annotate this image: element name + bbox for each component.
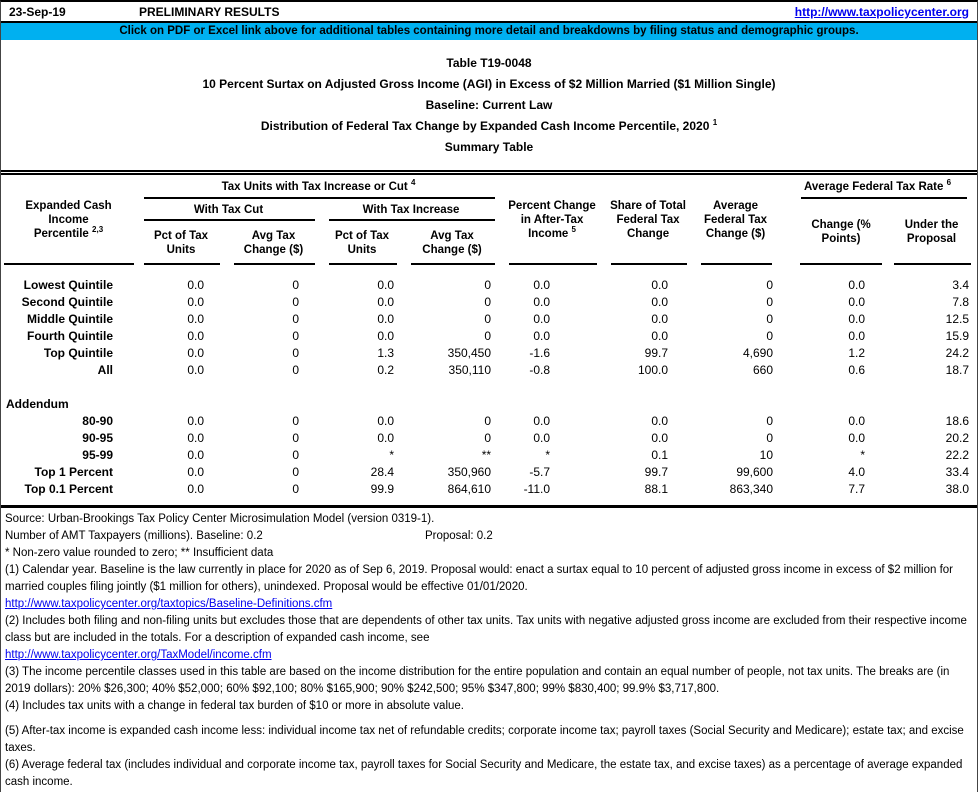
cell: 0	[292, 430, 299, 445]
row-label: 80-90	[82, 413, 113, 428]
cell: 350,450	[447, 345, 492, 360]
table-row	[1, 430, 977, 447]
spacer-row	[1, 498, 977, 507]
table-row	[1, 311, 977, 328]
cell: 0.0	[377, 294, 394, 309]
amt-taxpayers-note: Number of AMT Taxpayers (millions). Baseline: 0.2 Proposal: 0.2	[5, 528, 973, 545]
cell: *	[860, 447, 866, 462]
col-group-with-tax-increase: With Tax Increase	[321, 199, 501, 221]
cell: 0.0	[651, 430, 669, 445]
cell: 28.4	[370, 464, 394, 479]
cell: 0	[292, 481, 299, 496]
cell: 0.0	[187, 277, 204, 292]
cell: 12.5	[945, 311, 970, 326]
col-header-avg-federal-tax-change: Average Federal Tax Change ($)	[693, 173, 778, 265]
row-label: Top 1 Percent	[34, 464, 113, 479]
title-line-3: Baseline: Current Law	[425, 98, 553, 112]
cell: *	[545, 447, 551, 462]
col-header-pct-change-after-tax-income: Percent Change in After-Tax Income $^5$	[501, 173, 603, 265]
cell: 0.0	[848, 328, 866, 343]
cell: 0	[766, 413, 774, 428]
cell: 0.0	[651, 328, 669, 343]
col-header-under-proposal: Under the Proposal	[886, 199, 977, 265]
table-row	[1, 362, 977, 379]
table-row	[1, 447, 977, 464]
table-row	[1, 294, 977, 311]
cell: 0.0	[533, 430, 551, 445]
cell: 0.2	[377, 362, 394, 377]
col-header-avg-change-increase: Avg Tax Change ($)	[403, 221, 501, 265]
title-line-1: Table T19-0048	[446, 56, 532, 70]
addendum-label-row	[1, 396, 977, 413]
cell: 0.0	[187, 430, 204, 445]
cell: *	[389, 447, 394, 462]
row-label: Second Quintile	[21, 294, 113, 309]
cell: 350,110	[448, 362, 492, 377]
cell: 0.0	[377, 328, 394, 343]
footnote-5: (5) After-tax income is expanded cash income less: individual income tax net of refundable credits; corporate income tax; payroll taxes (Social Security and Medicare); estate tax; and excise taxes.	[5, 725, 964, 754]
table-row	[1, 277, 977, 294]
source-note: Source: Urban-Brookings Tax Policy Center Microsimulation Model (version 0319-1).	[5, 513, 435, 525]
cell: 18.6	[945, 413, 970, 428]
cell: 0.0	[187, 481, 204, 496]
cell: 350,960	[447, 464, 492, 479]
cell: 0	[766, 294, 774, 309]
cell: 0.0	[848, 430, 866, 445]
cell: 0.0	[533, 328, 551, 343]
cell: 0	[484, 277, 492, 292]
cell: 10	[759, 447, 774, 462]
title-line-2: 10 Percent Surtax on Adjusted Gross Income (AGI) in Excess of $2 Million Married ($1 Million Single)	[202, 77, 776, 91]
cell: 33.4	[945, 464, 970, 479]
cell: **	[481, 447, 492, 462]
cell: 0.0	[187, 294, 204, 309]
cell: -5.7	[529, 464, 551, 479]
row-label: Lowest Quintile	[23, 277, 113, 292]
row-label: All	[97, 362, 113, 377]
cell: 0	[292, 311, 299, 326]
cell: 0.0	[533, 294, 551, 309]
cell: 0	[766, 328, 774, 343]
cell: 0.0	[651, 277, 669, 292]
cell: 22.2	[945, 447, 970, 462]
cell: 0	[766, 430, 774, 445]
cell: 18.7	[945, 362, 970, 377]
cell: 0.0	[187, 447, 204, 462]
table-row	[1, 345, 977, 362]
table-row	[1, 413, 977, 430]
cell: 0	[484, 328, 492, 343]
addendum-label: Addendum	[6, 396, 69, 411]
col-header-pct-units-increase: Pct of Tax Units	[321, 221, 403, 265]
cell: 0.0	[377, 277, 394, 292]
cell: 0	[766, 311, 774, 326]
spacer-row	[1, 265, 977, 277]
footnote-6: (6) Average federal tax (includes individual and corporate income tax, payroll taxes for Social Security and Medicare, the estate tax, and excise taxes) as a percentage of average expanded cash income.	[5, 759, 963, 788]
table-row	[1, 464, 977, 481]
cell: 0.0	[651, 413, 669, 428]
cell: 0	[484, 311, 492, 326]
title-block	[1, 40, 977, 170]
row-label: Top 0.1 Percent	[24, 481, 113, 496]
cell: 0.0	[187, 328, 204, 343]
cell: 0.1	[651, 447, 669, 462]
col-header-pct-units-cut: Pct of Tax Units	[136, 221, 226, 265]
row-label: 90-95	[82, 430, 113, 445]
cell: 0.0	[651, 294, 669, 309]
footnote-4: (4) Includes tax units with a change in federal tax burden of $10 or more in absolute value.	[5, 700, 464, 712]
row-label: Middle Quintile	[27, 311, 113, 326]
cell: 0.0	[187, 413, 204, 428]
cell: 99,600	[736, 464, 774, 479]
cell: 99.9	[370, 481, 394, 496]
footnote-2-link[interactable]: http://www.taxpolicycenter.org/TaxModel/income.cfm	[5, 649, 272, 661]
banner-text: Click on PDF or Excel link above for additional tables containing more detail and breakdowns by filing status and demographic groups.	[119, 25, 859, 37]
cell: 0	[292, 277, 299, 292]
cell: 0	[292, 362, 299, 377]
top-bar	[1, 2, 977, 23]
cell: 0.0	[377, 413, 394, 428]
cell: 660	[753, 362, 774, 377]
col-group-avg-federal-tax-rate: Average Federal Tax Rate $^6$	[778, 173, 977, 199]
col-header-avg-change-cut: Avg Tax Change ($)	[226, 221, 321, 265]
cell: 99.7	[644, 345, 669, 360]
cell: 0.0	[377, 430, 394, 445]
col-group-tax-units: Tax Units with Tax Increase or Cut $^4$	[136, 173, 501, 199]
cell: 864,610	[447, 481, 492, 496]
info-banner	[1, 23, 977, 40]
row-label: Fourth Quintile	[27, 328, 113, 343]
cell: 0.0	[533, 413, 551, 428]
cell: 38.0	[945, 481, 970, 496]
cell: 0.6	[848, 362, 866, 377]
cell: 100.0	[638, 362, 669, 377]
blank-row	[1, 379, 977, 396]
date-label: 23-Sep-19	[9, 5, 66, 19]
cell: 4,690	[743, 345, 774, 360]
cell: 15.9	[945, 328, 970, 343]
cell: 7.8	[952, 294, 970, 309]
cell: 0.0	[377, 311, 394, 326]
cell: 1.2	[848, 345, 866, 360]
summary-table	[1, 170, 977, 508]
footnote-2: (2) Includes both filing and non-filing units but excludes those that are dependents of other tax units. Tax units with negative adjusted gross income are excluded from their respective income class but are included in the totals. For a description of expanded cash income, see	[5, 615, 967, 644]
cell: -1.6	[529, 345, 551, 360]
cell: 0	[766, 277, 774, 292]
cell: 0	[292, 413, 299, 428]
cell: 0.0	[848, 311, 866, 326]
table-row	[1, 481, 977, 498]
amt-proposal-value: Proposal: 0.2	[425, 530, 493, 542]
cell: 0.0	[533, 277, 551, 292]
cell: 0.0	[533, 311, 551, 326]
row-label: 95-99	[82, 447, 113, 462]
cell: 0.0	[187, 345, 204, 360]
row-label: Top Quintile	[43, 345, 113, 360]
footnote-1: (1) Calendar year. Baseline is the law currently in place for 2020 as of Sep 6, 2019. Proposal would: enact a surtax equal to 10 percent of adjusted gross income in excess of $2 million for married couples filing jointly ($1 million for others), unindexed. Proposal would be effective 01/01/2020.	[5, 564, 954, 593]
cell: 0	[484, 430, 492, 445]
preliminary-results-label: PRELIMINARY RESULTS	[139, 5, 280, 19]
cell: 0	[484, 413, 492, 428]
cell: -0.8	[529, 362, 551, 377]
footnote-3: (3) The income percentile classes used in this table are based on the income distribution for the entire population and contain an equal number of people, not tax units. The breaks are (in 2019 dollars): 20% $26,300; 40% $52,000; 60% $92,100; 80% $165,900; 90% $242,500; 95% $347,800; 99% $830,400; 99.9% $3,717,800.	[5, 666, 950, 695]
cell: 0	[292, 328, 299, 343]
cell: 7.7	[848, 481, 866, 496]
col-group-with-tax-cut: With Tax Cut	[136, 199, 321, 221]
cell: 24.2	[945, 345, 970, 360]
cell: 0.0	[187, 311, 204, 326]
asterisk-note: * Non-zero value rounded to zero; ** Insufficient data	[5, 547, 274, 559]
col-header-change-pct-points: Change (% Points)	[778, 199, 886, 265]
col-header-share-total-change: Share of Total Federal Tax Change	[603, 173, 693, 265]
cell: 3.4	[952, 277, 970, 292]
cell: 0.0	[848, 294, 866, 309]
cell: 20.2	[945, 430, 970, 445]
cell: 0	[292, 464, 299, 479]
title-line-5: Summary Table	[444, 140, 534, 154]
cell: 0	[292, 294, 299, 309]
cell: 1.3	[377, 345, 394, 360]
cell: 0	[292, 447, 299, 462]
table-row	[1, 328, 977, 345]
footnote-1-link[interactable]: http://www.taxpolicycenter.org/taxtopics/Baseline-Definitions.cfm	[5, 598, 333, 610]
cell: 0	[484, 294, 492, 309]
cell: 0	[292, 345, 299, 360]
cell: 0.0	[848, 413, 866, 428]
cell: 863,340	[729, 481, 774, 496]
cell: 0.0	[187, 362, 204, 377]
footnotes	[1, 508, 977, 791]
col-header-percentile: Expanded Cash Income Percentile $^{2,3}$	[1, 173, 136, 265]
cell: 0.0	[187, 464, 204, 479]
cell: 0.0	[651, 311, 669, 326]
cell: 88.1	[644, 481, 669, 496]
cell: 0.0	[848, 277, 866, 292]
cell: 4.0	[848, 464, 866, 479]
title-line-4: Distribution of Federal Tax Change by Expanded Cash Income Percentile, 2020 $^1$	[260, 118, 718, 133]
cell: -11.0	[523, 481, 551, 496]
cell: 99.7	[644, 464, 669, 479]
site-link[interactable]: http://www.taxpolicycenter.org	[794, 5, 969, 19]
